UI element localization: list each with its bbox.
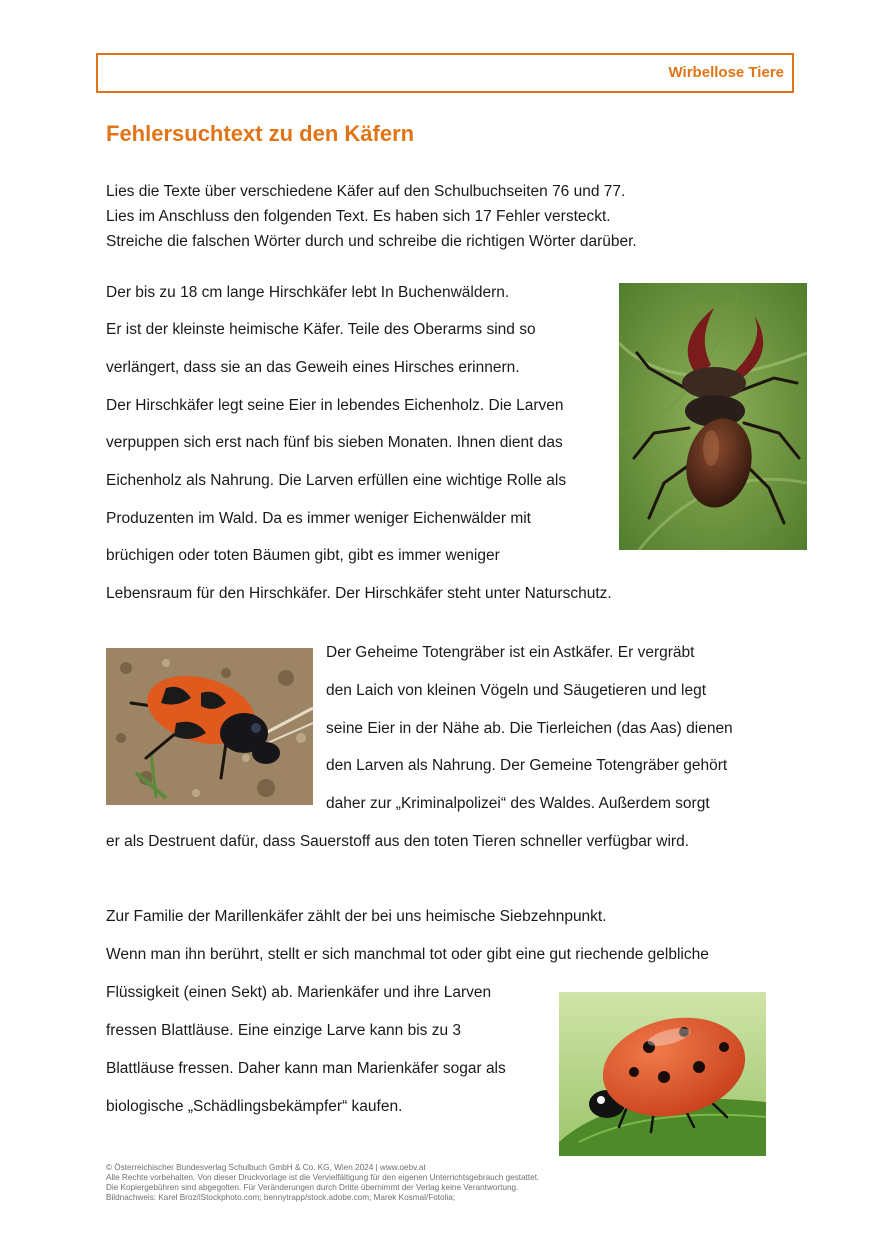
rights-line: Alle Rechte vorbehalten. Von dieser Druckvorlage ist die Vervielfältigung für den eigenen Unterrichtsgebrauch gestattet. — [106, 1173, 540, 1182]
text-line: Produzenten im Wald. Da es immer weniger Eichenwälder mit — [106, 510, 531, 527]
instructions — [106, 179, 786, 254]
text-line: brüchigen oder toten Bäumen gibt, gibt es immer weniger — [106, 547, 500, 564]
text-line: den Laich von kleinen Vögeln und Säugetieren und legt — [326, 682, 707, 699]
text-line: daher zur „Kriminalpolizei“ des Waldes. Außerdem sorgt — [326, 795, 710, 812]
text-line: Zur Familie der Marillenkäfer zählt der bei uns heimische Siebzehnpunkt. — [106, 908, 607, 925]
text-line: fressen Blattläuse. Eine einzige Larve kann bis zu 3 — [106, 1022, 461, 1039]
text-line: verlängert, dass sie an das Geweih eines Hirsches erinnern. — [106, 359, 520, 376]
text-line: Der Hirschkäfer legt seine Eier in lebendes Eichenholz. Die Larven — [106, 397, 564, 414]
ladybird-photo — [559, 992, 766, 1156]
text-line: biologische „Schädlingsbekämpfer“ kaufen. — [106, 1098, 403, 1115]
fees-line: Die Kopiergebühren sind abgegolten. Für Veränderungen durch Dritte übernimmt der Verlag keine Verantwortung. — [106, 1183, 519, 1192]
text-line: verpuppen sich erst nach fünf bis sieben Monaten. Ihnen dient das — [106, 434, 563, 451]
text-line: Lebensraum für den Hirschkäfer. Der Hirschkäfer steht unter Naturschutz. — [106, 585, 612, 602]
copyright-line: © Österreichischer Bundesverlag Schulbuch GmbH & Co. KG, Wien 2024 | www.oebv.at — [106, 1163, 426, 1172]
text-line: Blattläuse fressen. Daher kann man Marienkäfer sogar als — [106, 1060, 506, 1077]
text-line: Eichenholz als Nahrung. Die Larven erfüllen eine wichtige Rolle als — [106, 472, 567, 489]
stag-beetle-photo — [619, 283, 807, 550]
text-line: Der Geheime Totengräber ist ein Astkäfer. Er vergräbt — [326, 644, 695, 661]
text-line: den Larven als Nahrung. Der Gemeine Totengräber gehört — [326, 757, 728, 774]
burying-beetle-photo — [106, 648, 313, 805]
instruction-line: Lies im Anschluss den folgenden Text. Es haben sich 17 Fehler versteckt. — [106, 208, 611, 225]
header-box — [96, 53, 794, 93]
text-line: er als Destruent dafür, dass Sauerstoff aus den toten Tieren schneller verfügbar wird. — [106, 833, 690, 850]
category-label: Wirbellose Tiere — [668, 64, 784, 81]
text-line: seine Eier in der Nähe ab. Die Tierleichen (das Aas) dienen — [326, 720, 733, 737]
text-line: Flüssigkeit (einen Sekt) ab. Marienkäfer und ihre Larven — [106, 984, 492, 1001]
footer — [106, 1163, 806, 1203]
instruction-line: Streiche die falschen Wörter durch und schreibe die richtigen Wörter darüber. — [106, 233, 637, 250]
text-line: Der bis zu 18 cm lange Hirschkäfer lebt In Buchenwäldern. — [106, 284, 510, 301]
image-credits-line: Bildnachweis: Karel Broz/iStockphoto.com; bennytrapp/stock.adobe.com; Marek Kosmal/Fotolia; — [106, 1193, 456, 1202]
text-line: Er ist der kleinste heimische Käfer. Teile des Oberarms sind so — [106, 321, 536, 338]
page-title: Fehlersuchtext zu den Käfern — [106, 121, 415, 146]
instruction-line: Lies die Texte über verschiedene Käfer auf den Schulbuchseiten 76 und 77. — [106, 183, 626, 200]
text-line: Wenn man ihn berührt, stellt er sich manchmal tot oder gibt eine gut riechende gelbliche — [106, 946, 709, 963]
